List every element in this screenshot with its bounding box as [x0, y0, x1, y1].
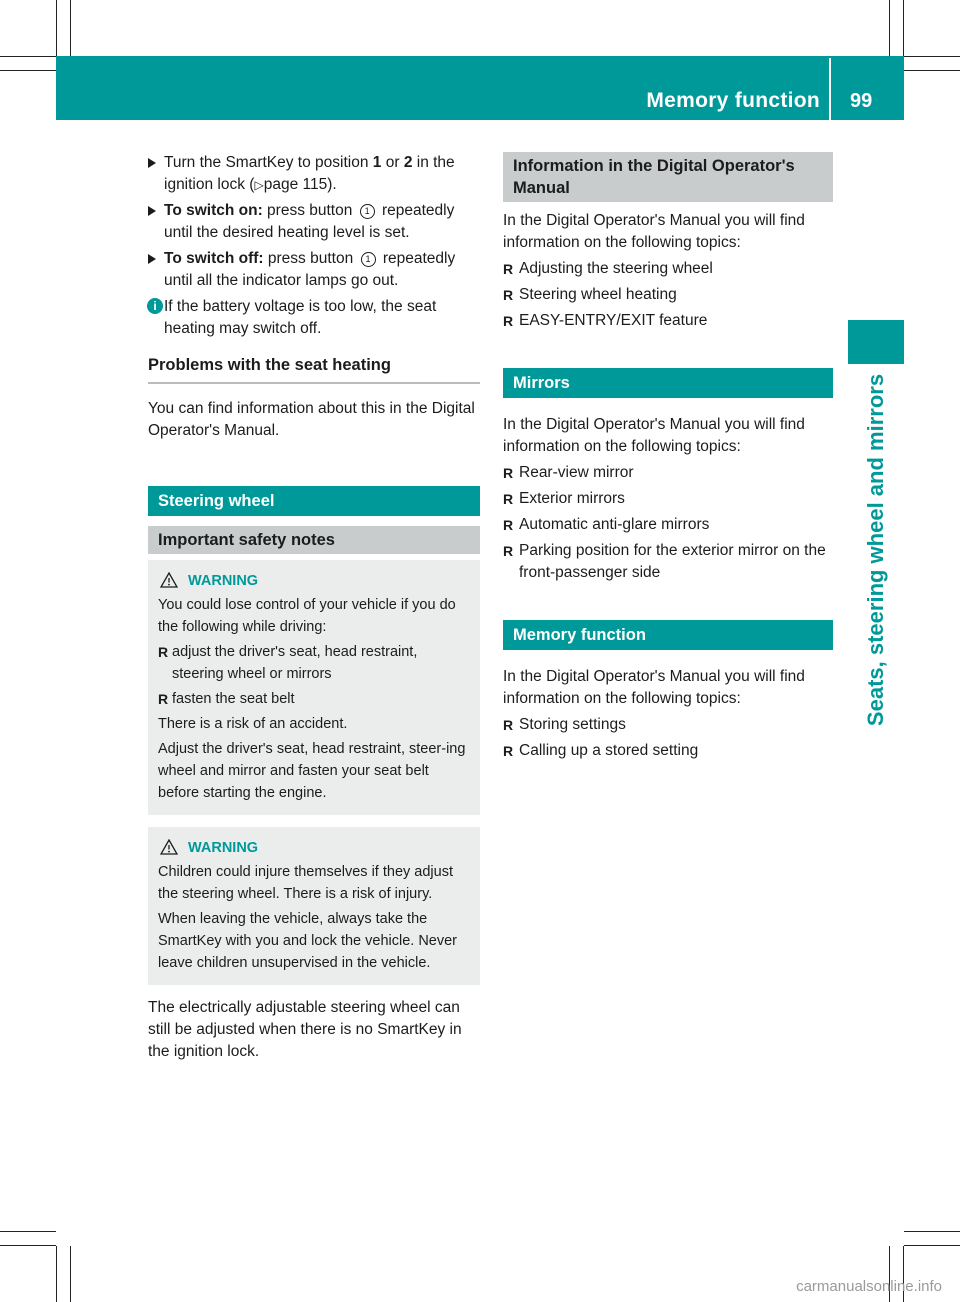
button-1-icon: 1	[361, 252, 376, 267]
button-1-icon: 1	[360, 204, 375, 219]
crop-mark	[904, 1231, 960, 1232]
crop-mark	[0, 1231, 56, 1232]
list-item: R Storing settings	[503, 714, 833, 736]
memory-function-heading: Memory function	[503, 620, 833, 650]
list-item: R Parking position for the exterior mirror on the front-passenger side	[503, 540, 833, 584]
warning-bullets	[158, 641, 472, 710]
list-item: R Calling up a stored setting	[503, 740, 833, 762]
warning-triangle-icon	[160, 839, 178, 855]
crop-mark	[889, 0, 890, 56]
info-intro: In the Digital Operator's Manual you will find information on the following topics:	[503, 212, 805, 251]
memory-intro: In the Digital Operator's Manual you will find information on the following topics:	[503, 668, 805, 707]
steering-wheel-heading: Steering wheel	[148, 486, 480, 516]
left-column	[148, 152, 480, 1067]
crop-mark	[903, 0, 904, 56]
warning-box-1	[148, 560, 480, 815]
info-note: i If the battery voltage is too low, the seat heating may switch off.	[148, 296, 480, 340]
warning-label: WARNING	[158, 570, 472, 592]
info-topics	[503, 258, 833, 332]
page-title: Memory function	[646, 89, 820, 112]
warning-triangle-icon	[160, 572, 178, 588]
warning-risk: There is a risk of an accident.	[158, 716, 348, 732]
warning-label: WARNING	[158, 837, 472, 859]
right-column	[503, 152, 833, 766]
step-arrow-icon	[148, 254, 156, 264]
crop-mark	[0, 56, 56, 57]
list-item: R fasten the seat belt	[158, 688, 472, 710]
crop-mark	[70, 1246, 71, 1302]
warning-box-2	[148, 827, 480, 985]
list-item: R Rear-view mirror	[503, 462, 833, 484]
info-icon: i	[147, 298, 163, 314]
step-3: To switch off: press button 1 repeatedly until all the indicator lamps go out.	[148, 248, 480, 292]
chapter-label: Seats, steering wheel and mirrors	[863, 373, 888, 727]
problems-heading: Problems with the seat heating	[148, 354, 480, 384]
crop-mark	[0, 70, 56, 71]
crop-mark	[70, 0, 71, 56]
crop-mark	[904, 1245, 960, 1246]
step-2: To switch on: press button 1 repeatedly until the desired heating level is set.	[148, 200, 480, 244]
warning-text-2: When leaving the vehicle, always take the SmartKey with you and lock the vehicle. Never leave children unsupervised in the vehicle.	[158, 911, 457, 971]
warning-advice: Adjust the driver's seat, head restraint, steer-ing wheel and mirror and fasten your seat belt before starting the engine.	[158, 741, 466, 801]
mirrors-intro: In the Digital Operator's Manual you will find information on the following topics:	[503, 416, 805, 455]
page-ref-icon: ▷	[254, 178, 264, 192]
watermark: carmanualsonline.info	[796, 1278, 942, 1295]
list-item: R Adjusting the steering wheel	[503, 258, 833, 280]
crop-mark	[904, 70, 960, 71]
mirrors-heading: Mirrors	[503, 368, 833, 398]
step-arrow-icon	[148, 206, 156, 216]
info-manual-heading: Information in the Digital Operator's Manual	[503, 152, 833, 202]
list-item: R Steering wheel heating	[503, 284, 833, 306]
problems-text: You can find information about this in the Digital Operator's Manual.	[148, 400, 475, 439]
crop-mark	[904, 56, 960, 57]
warning-text-1: Children could injure themselves if they adjust the steering wheel. There is a risk of injury.	[158, 864, 453, 902]
list-item: R adjust the driver's seat, head restraint, steering wheel or mirrors	[158, 641, 472, 685]
header-divider	[829, 58, 831, 120]
page-number: 99	[850, 90, 873, 112]
chapter-tab	[848, 320, 904, 364]
crop-mark	[56, 0, 57, 56]
step-arrow-icon	[148, 158, 156, 168]
page-reference-link[interactable]: page 115).	[263, 176, 337, 193]
closing-paragraph: The electrically adjustable steering wheel can still be adjusted when there is no SmartKey in the ignition lock.	[148, 999, 462, 1060]
step-1: Turn the SmartKey to position 1 or 2 in the ignition lock (▷page 115).	[148, 152, 480, 196]
safety-notes-heading: Important safety notes	[148, 526, 480, 554]
crop-mark	[0, 1245, 56, 1246]
crop-mark	[56, 1246, 57, 1302]
memory-topics	[503, 714, 833, 762]
list-item: R EASY-ENTRY/EXIT feature	[503, 310, 833, 332]
warning-intro: You could lose control of your vehicle if you do the following while driving:	[158, 597, 456, 635]
list-item: R Automatic anti-glare mirrors	[503, 514, 833, 536]
list-item: R Exterior mirrors	[503, 488, 833, 510]
mirrors-topics	[503, 462, 833, 584]
